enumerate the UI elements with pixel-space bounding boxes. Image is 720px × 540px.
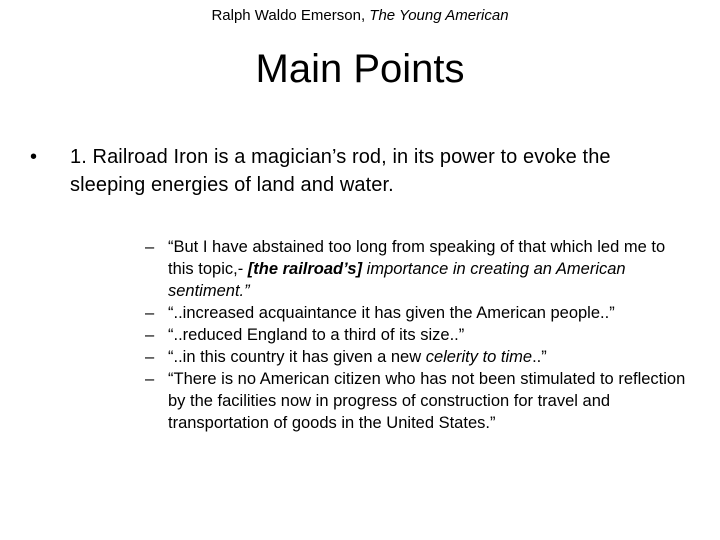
quote-4-italic-phrase: celerity to time [425, 348, 533, 366]
sub-point-quote-5 [145, 368, 690, 434]
slide-title: Main Points [255, 47, 465, 91]
main-point-text: 1. Railroad Iron is a magician’s rod, in its power to evoke the sleeping energies of land and water. [70, 146, 611, 196]
quote-1-bracket-insert: [the railroad’s] [247, 260, 363, 278]
sub-point-quote-2 [145, 302, 690, 324]
quote-4-text-end: ..” [532, 348, 547, 366]
slide-header [0, 6, 720, 26]
quote-5-text: “There is no American citizen who has not been stimulated to reflection by the facilities now in progress of construction for travel and transportation of goods in the United States.” [168, 370, 686, 432]
quote-3-text: “..reduced England to a third of its size..” [168, 326, 465, 344]
dash-icon: – [145, 326, 155, 344]
dash-icon: – [145, 348, 155, 366]
sub-point-quote-1 [145, 236, 690, 302]
bullet-icon: • [30, 146, 38, 168]
dash-icon: – [145, 304, 155, 322]
dash-icon: – [145, 370, 155, 388]
sub-point-list [145, 236, 690, 434]
header-author: Ralph Waldo Emerson, [211, 7, 366, 24]
sub-point-quote-4 [145, 346, 690, 368]
quote-1-text-start: “But I have abstained too long from speaking of that which led me to this topic,- [168, 238, 666, 278]
main-point [30, 143, 680, 199]
quote-1-text-end: importance in creating an American sentiment.” [168, 260, 626, 300]
header-work-title: The Young American [369, 7, 509, 24]
sub-point-quote-3 [145, 324, 690, 346]
dash-icon: – [145, 238, 155, 256]
quote-4-text-start: “..in this country it has given a new [168, 348, 426, 366]
quote-2-text: “..increased acquaintance it has given the American people..” [168, 304, 615, 322]
